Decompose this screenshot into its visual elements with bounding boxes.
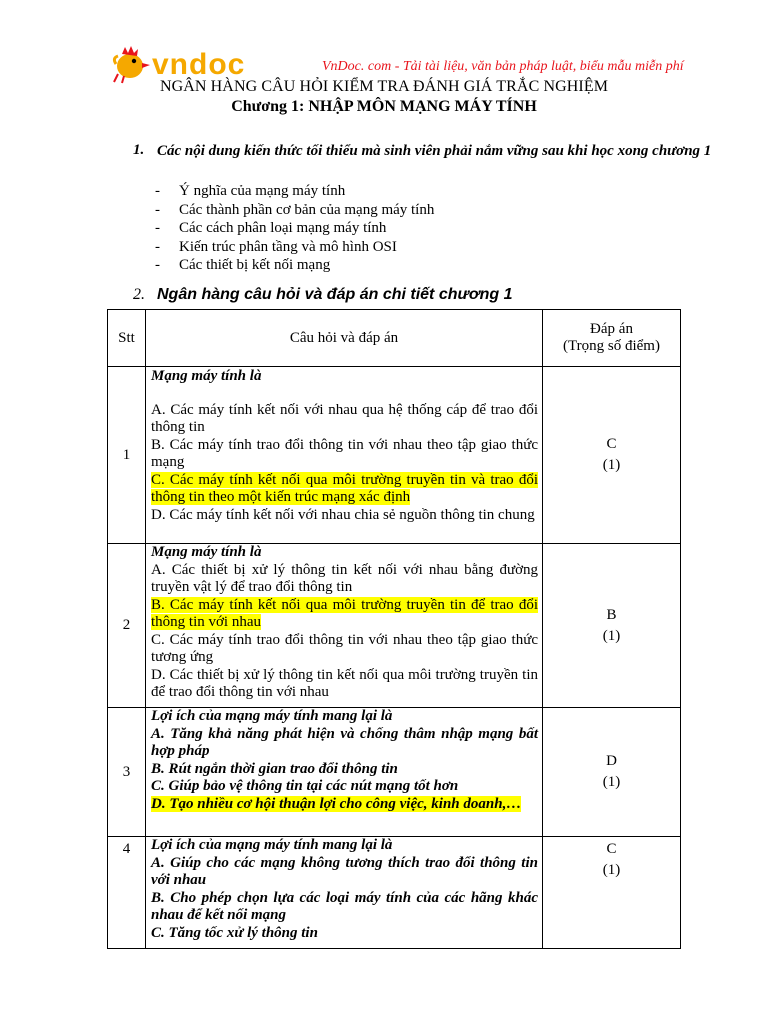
question-text: Lợi ích của mạng máy tính mang lại là	[151, 708, 393, 724]
list-item-text: Các cách phân loại mạng máy tính	[179, 220, 387, 236]
row-number: 4	[108, 837, 146, 949]
section-2-number: 2.	[133, 286, 145, 303]
option-c: C. Giúp bảo vệ thông tin tại các nút mạng tốt hơn	[151, 778, 459, 794]
option-d-correct: D. Tạo nhiều cơ hội thuận lợi cho công việc, kinh doanh,…	[151, 795, 522, 812]
option-a: A. Các thiết bị xử lý thông tin kết nối với nhau bằng đường truyền vật lý để trao đổi thông tin	[151, 561, 538, 595]
header-stt: Stt	[108, 310, 146, 367]
list-item: - Ý nghĩa của mạng máy tính	[155, 183, 346, 199]
row-number: 1	[108, 367, 146, 544]
table-header-row	[108, 310, 681, 367]
answer-letter: B	[606, 606, 617, 623]
question-text: Lợi ích của mạng máy tính mang lại là	[151, 837, 393, 853]
option-c: C. Các máy tính trao đổi thông tin với nhau theo tập giao thức tương ứng	[151, 631, 538, 665]
question-cell	[146, 708, 543, 837]
header-question: Câu hỏi và đáp án	[146, 310, 543, 367]
header-answer-label: Đáp án	[590, 321, 633, 337]
option-b: B. Rút ngắn thời gian trao đổi thông tin	[151, 760, 398, 777]
table-row	[108, 837, 681, 949]
option-b: B. Các máy tính trao đổi thông tin với nhau theo tập giao thức mạng	[151, 436, 538, 470]
table-row	[108, 708, 681, 837]
question-text: Mạng máy tính là	[151, 368, 262, 384]
question-cell	[146, 837, 543, 949]
answer-cell	[543, 837, 681, 949]
option-a: A. Tăng khả năng phát hiện và chống thâm nhập mạng bất hợp pháp	[151, 725, 538, 759]
answer-weight: (1)	[602, 862, 621, 878]
svg-text:vndoc: vndoc	[152, 48, 246, 81]
page-title: NGÂN HÀNG CÂU HỎI KIỂM TRA ĐÁNH GIÁ TRẮC NGHIỆM	[159, 78, 609, 95]
section-1-number: 1.	[133, 142, 145, 158]
option-d: D. Các thiết bị xử lý thông tin kết nối qua môi trường truyền tin để trao đổi thông tin với nhau	[151, 666, 538, 700]
section-2-title: Ngân hàng câu hỏi và đáp án chi tiết chương 1	[157, 286, 513, 303]
answer-cell	[543, 708, 681, 837]
header-weight-label: (Trọng số điểm)	[563, 338, 660, 354]
answer-letter: C	[606, 436, 617, 452]
question-text: Mạng máy tính là	[151, 544, 262, 560]
list-item-text: Kiến trúc phân tầng và mô hình OSI	[179, 238, 397, 255]
option-b: B. Cho phép chọn lựa các loại máy tính của các hãng khác nhau để kết nối mạng	[151, 889, 538, 923]
list-item-text: Các thiết bị kết nối mạng	[179, 257, 331, 273]
option-c-correct: C. Các máy tính kết nối qua môi trường truyền tin và trao đổi thông tin theo một kiến trúc mạng xác định	[151, 471, 538, 505]
header-answer	[543, 310, 681, 367]
option-d: D. Các máy tính kết nối với nhau chia sẻ nguồn thông tin chung	[151, 506, 535, 523]
list-item: - Các thiết bị kết nối mạng	[155, 257, 331, 273]
list-item: - Các cách phân loại mạng máy tính	[155, 220, 387, 236]
answer-cell	[543, 367, 681, 544]
list-item: - Các thành phần cơ bản của mạng máy tính	[155, 201, 435, 218]
site-tagline[interactable]: VnDoc. com - Tải tài liệu, văn bản pháp luật, biểu mẫu miễn phí	[322, 59, 684, 74]
option-a: A. Các máy tính kết nối với nhau qua hệ thống cáp để trao đổi thông tin	[151, 401, 538, 435]
section-2-heading	[133, 286, 513, 304]
knowledge-list	[155, 182, 434, 275]
question-cell	[146, 544, 543, 708]
option-b-correct: B. Các máy tính kết nối qua môi trường truyền tin để trao đổi thông tin với nhau	[151, 596, 538, 630]
row-number: 3	[108, 708, 146, 837]
row-number: 2	[108, 544, 146, 708]
answer-cell	[543, 544, 681, 708]
answer-weight: (1)	[602, 627, 621, 644]
table-row	[108, 544, 681, 708]
list-item: - Kiến trúc phân tầng và mô hình OSI	[155, 238, 397, 255]
answer-letter: D	[606, 753, 617, 769]
list-item-text: Các thành phần cơ bản của mạng máy tính	[179, 201, 435, 218]
answer-letter: C	[606, 841, 617, 857]
table-row	[108, 367, 681, 544]
chapter-title: Chương 1: NHẬP MÔN MẠNG MÁY TÍNH	[231, 98, 537, 115]
section-1-title: Các nội dung kiến thức tối thiểu mà sinh viên phải nắm vững sau khi học xong chương 1	[157, 143, 712, 159]
answer-weight: (1)	[602, 457, 621, 473]
list-item-text: Ý nghĩa của mạng máy tính	[179, 183, 346, 199]
question-cell	[146, 367, 543, 544]
answer-weight: (1)	[602, 774, 621, 790]
question-table	[107, 309, 681, 949]
option-a: A. Giúp cho các mạng không tương thích trao đổi thông tin với nhau	[151, 854, 538, 888]
option-c: C. Tăng tốc xử lý thông tin	[151, 924, 318, 941]
